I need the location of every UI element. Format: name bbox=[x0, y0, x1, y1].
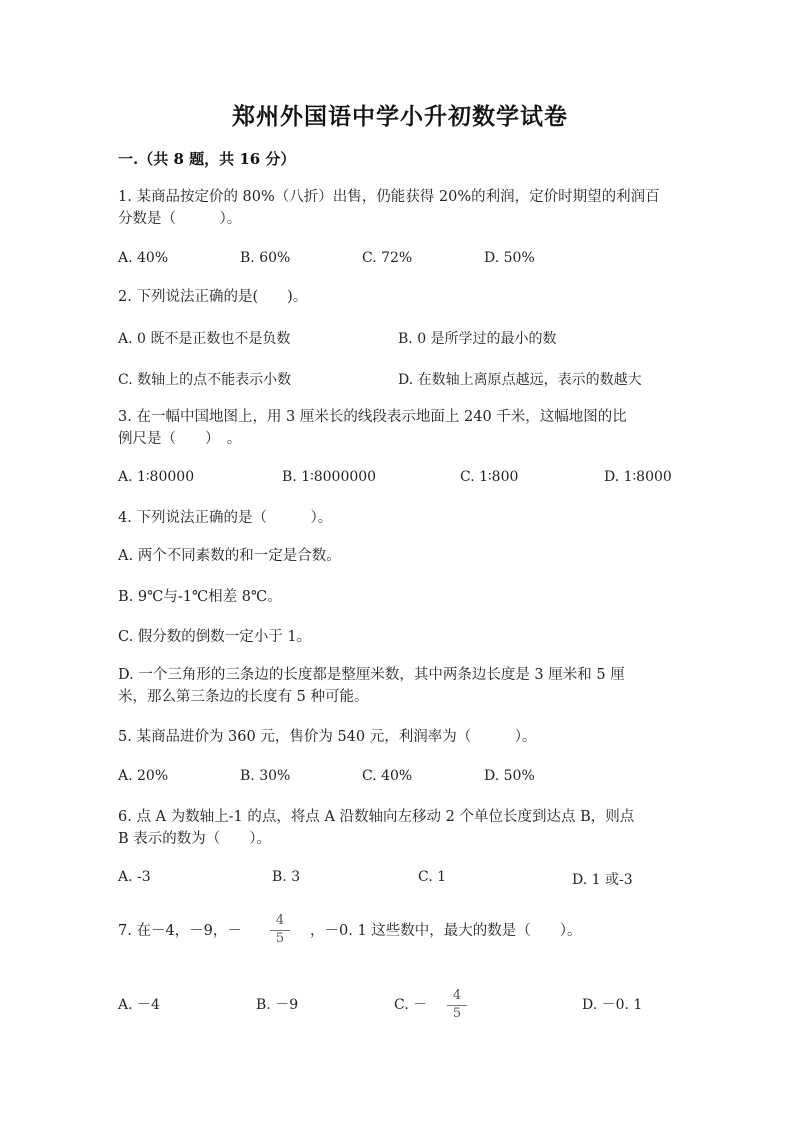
q3-line2: 例尺是（ ） 。 bbox=[118, 431, 242, 447]
q7-option-c-fraction bbox=[447, 988, 467, 1022]
q4-option-b: B. 9℃与-1℃相差 8℃。 bbox=[118, 589, 282, 605]
q1-option-c: C. 72% bbox=[362, 250, 413, 266]
exam-title: 郑州外国语中学小升初数学试卷 bbox=[232, 103, 568, 130]
q2-option-b: B. 0 是所学过的最小的数 bbox=[398, 331, 557, 347]
q1-option-d: D. 50% bbox=[484, 250, 535, 266]
q2-option-d: D. 在数轴上离原点越远，表示的数越大 bbox=[398, 372, 642, 388]
q6-option-c: C. 1 bbox=[418, 869, 447, 885]
q6-option-b: B. 3 bbox=[272, 869, 301, 885]
q3-option-d: D. 1∶8000 bbox=[604, 469, 672, 485]
q7-fraction bbox=[270, 913, 290, 947]
q4-option-d-line2: 米，那么第三条边的长度有 5 种可能。 bbox=[118, 689, 369, 705]
section-heading: 一.（共 8 题，共 16 分） bbox=[118, 150, 296, 168]
q5-option-c: C. 40% bbox=[362, 768, 413, 784]
q2-option-a: A. 0 既不是正数也不是负数 bbox=[118, 331, 291, 347]
q7-option-c-numerator: 4 bbox=[447, 988, 467, 1006]
q1-option-b: B. 60% bbox=[240, 250, 291, 266]
q7-fraction-numerator: 4 bbox=[270, 913, 290, 931]
q4-option-c: C. 假分数的倒数一定小于 1。 bbox=[118, 629, 312, 645]
q6-line2: B 表示的数为（ ）。 bbox=[118, 831, 272, 847]
q3-option-b: B. 1∶8000000 bbox=[282, 469, 377, 485]
q7-option-d: D. －0. 1 bbox=[582, 997, 643, 1013]
q2-line1: 2. 下列说法正确的是( )。 bbox=[118, 289, 308, 305]
q5-line1: 5. 某商品进价为 360 元，售价为 540 元，利润率为（ ）。 bbox=[118, 729, 537, 745]
q1-line2: 分数是（ ）。 bbox=[118, 211, 242, 227]
q7-option-a: A. －4 bbox=[118, 997, 160, 1013]
q3-line1: 3. 在一幅中国地图上，用 3 厘米长的线段表示地面上 240 千米，这幅地图的比 bbox=[118, 409, 627, 425]
q3-option-a: A. 1∶80000 bbox=[118, 469, 195, 485]
q3-option-c: C. 1∶800 bbox=[460, 469, 519, 485]
q7-fraction-denominator: 5 bbox=[275, 931, 285, 946]
q6-option-d: D. 1 或-3 bbox=[572, 872, 633, 888]
q7-option-c-denominator: 5 bbox=[452, 1006, 462, 1021]
q7-option-c: C. － bbox=[394, 997, 428, 1013]
q6-option-a: A. -3 bbox=[118, 869, 151, 885]
q5-option-d: D. 50% bbox=[484, 768, 535, 784]
q5-option-b: B. 30% bbox=[240, 768, 291, 784]
q4-line1: 4. 下列说法正确的是（ ）。 bbox=[118, 510, 333, 526]
q1-option-a: A. 40% bbox=[118, 250, 169, 266]
q2-option-c: C. 数轴上的点不能表示小数 bbox=[118, 372, 292, 388]
q4-option-a: A. 两个不同素数的和一定是合数。 bbox=[118, 548, 341, 564]
q6-line1: 6. 点 A 为数轴上-1 的点，将点 A 沿数轴向左移动 2 个单位长度到达点 B，则点 bbox=[118, 809, 635, 825]
q1-line1: 1. 某商品按定价的 80%（八折）出售，仍能获得 20%的利润，定价时期望的利润百 bbox=[118, 189, 660, 205]
q7-option-b: B. －9 bbox=[256, 997, 299, 1013]
q7-prefix: 7. 在－4，－9，－ bbox=[118, 923, 242, 939]
q7-suffix: ，－0. 1 这些数中，最大的数是（ ）。 bbox=[310, 923, 582, 939]
q4-option-d-line1: D. 一个三角形的三条边的长度都是整厘米数，其中两条边长度是 3 厘米和 5 厘 bbox=[118, 667, 625, 683]
q5-option-a: A. 20% bbox=[118, 768, 169, 784]
